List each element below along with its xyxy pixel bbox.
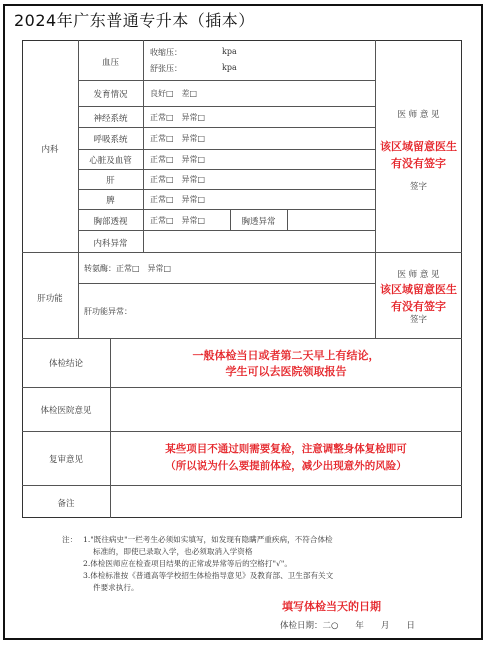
row-options: 正常□ 异常□ bbox=[150, 155, 206, 164]
row-divider bbox=[22, 387, 462, 388]
note-line: 2.体检医师应在检查项目结果的正常或异常等后的空格打"√"。 bbox=[83, 559, 292, 568]
row-label: 神经系统 bbox=[93, 114, 128, 124]
row-divider bbox=[78, 169, 375, 170]
row-label: 胸部透视 bbox=[93, 217, 128, 227]
systolic-unit: kpa bbox=[222, 47, 237, 56]
date-annotation: 填写体检当天的日期 bbox=[282, 600, 381, 613]
row-label: 发育情况 bbox=[93, 90, 128, 100]
signature-label: 签字 bbox=[409, 315, 427, 325]
note-line: 3.体检标准按《普通高等学校招生体检指导意见》及教育部、卫生部有关文 bbox=[83, 571, 334, 580]
row-divider bbox=[78, 189, 375, 190]
row-label: 心脏及血管 bbox=[89, 156, 132, 166]
row-divider bbox=[78, 209, 375, 210]
chest-xray-abnormal-label: 胸透异常 bbox=[241, 217, 276, 227]
page-title: 2024年广东普通专升本（插本） bbox=[14, 11, 255, 30]
doctor-opinion-label: 医 师 意 见 bbox=[397, 270, 440, 280]
blood-pressure-label: 血压 bbox=[101, 58, 119, 68]
col-divider bbox=[287, 209, 288, 230]
row-label: 肝 bbox=[106, 176, 115, 186]
row-options: 正常□ 异常□ bbox=[150, 195, 206, 204]
exam-date-line: 体检日期：二○ 年 月 日 bbox=[280, 621, 415, 631]
note-line: 件要求执行。 bbox=[93, 583, 139, 592]
liver-function-label: 肝功能 bbox=[37, 294, 63, 304]
diastolic-label: 舒张压： bbox=[150, 64, 182, 73]
signature-label: 签字 bbox=[409, 182, 427, 192]
note-line: 1."既往病史"一栏考生必须如实填写，如发现有隐瞒严重疾病，不符合体检 bbox=[83, 535, 333, 544]
col-divider bbox=[78, 40, 79, 338]
review-annotation: （所以说为什么要提前体检，减少出现意外的风险） bbox=[165, 460, 407, 472]
notes-block bbox=[83, 534, 333, 594]
row-divider bbox=[22, 485, 462, 486]
row-options: 良好□ 差□ bbox=[150, 89, 198, 98]
conclusion-annotation: 一般体检当日或者第二天早上有结论， bbox=[192, 349, 380, 362]
row-divider bbox=[78, 80, 375, 81]
row-label: 呼吸系统 bbox=[93, 135, 128, 145]
conclusion-annotation: 学生可以去医院领取报告 bbox=[225, 365, 347, 378]
signature-annotation: 有没有签字 bbox=[391, 157, 446, 170]
row-divider bbox=[78, 127, 375, 128]
row-options: 正常□ 异常□ bbox=[150, 175, 206, 184]
remarks-label: 备注 bbox=[57, 499, 75, 509]
row-divider bbox=[22, 338, 462, 339]
systolic-label: 收缩压： bbox=[150, 48, 182, 57]
liver-abnormal-label: 肝功能异常： bbox=[84, 307, 132, 316]
row-divider bbox=[22, 252, 462, 253]
col-divider bbox=[143, 40, 144, 252]
row-divider bbox=[22, 431, 462, 432]
notes-prefix: 注： bbox=[62, 535, 78, 544]
review-label: 复审意见 bbox=[48, 455, 83, 465]
row-options: 正常□ 异常□ bbox=[150, 134, 206, 143]
signature-annotation: 有没有签字 bbox=[391, 300, 446, 313]
row-divider bbox=[78, 283, 375, 284]
row-divider bbox=[78, 149, 375, 150]
internal-abnormal-label: 内科异常 bbox=[93, 239, 128, 249]
conclusion-label: 体检结论 bbox=[48, 359, 83, 369]
doctor-opinion-label: 医 师 意 见 bbox=[397, 110, 440, 120]
review-annotation: 某些项目不通过则需要复检，注意调整身体复检即可 bbox=[165, 443, 407, 455]
row-divider bbox=[78, 106, 375, 107]
row-divider bbox=[78, 230, 375, 231]
signature-annotation: 该区域留意医生 bbox=[380, 140, 457, 153]
signature-annotation: 该区域留意医生 bbox=[380, 283, 457, 296]
row-label: 脾 bbox=[106, 196, 115, 206]
note-line: 标准的，即使已录取入学，也必须取消入学资格 bbox=[93, 547, 253, 556]
hospital-opinion-label: 体检医院意见 bbox=[40, 406, 92, 416]
row-options: 正常□ 异常□ bbox=[150, 216, 206, 225]
diastolic-unit: kpa bbox=[222, 63, 237, 72]
internal-medicine-label: 内科 bbox=[41, 145, 59, 155]
row-options: 正常□ 异常□ bbox=[150, 113, 206, 122]
enzyme-options: 转氨酶：正常□ 异常□ bbox=[84, 264, 172, 273]
